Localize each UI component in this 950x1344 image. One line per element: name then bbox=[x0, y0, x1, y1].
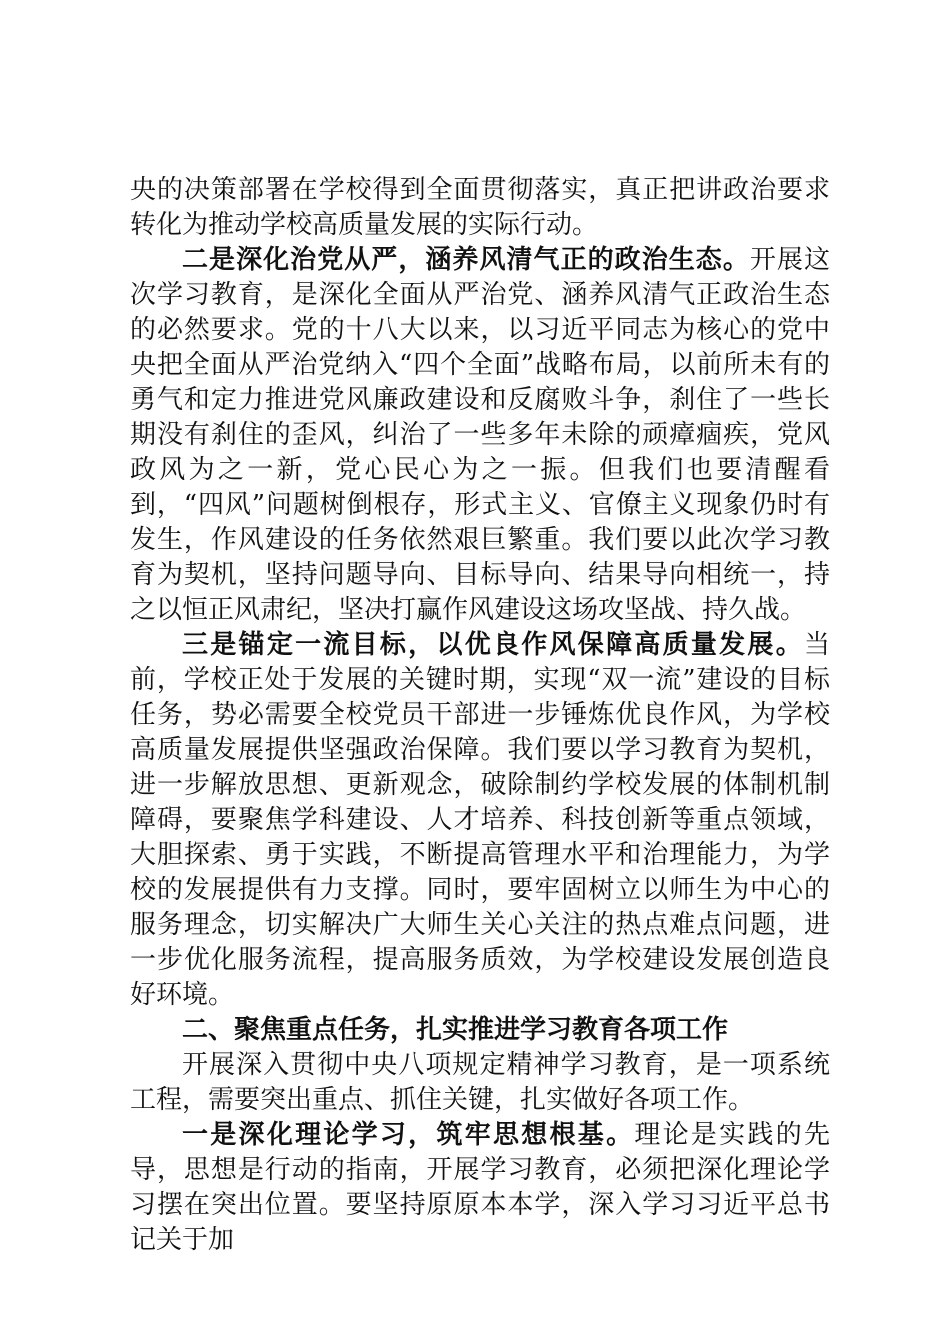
paragraph-text: 理论是实践的先导，思想是行动的指南，开展学习教育，必须把深化理论学习摆在突出位置。要坚持原原本本学，深入学习习近平总书记关于加 bbox=[130, 1120, 830, 1255]
paragraph-point-one bbox=[130, 1118, 830, 1258]
paragraph-lead: 二是深化治党从严，涵养风清气正的政治生态。 bbox=[182, 245, 750, 275]
paragraph-point-two bbox=[130, 243, 830, 628]
paragraph-lead: 一是深化理论学习，筑牢思想根基。 bbox=[182, 1120, 635, 1150]
paragraph-text: 开展深入贯彻中央八项规定精神学习教育，是一项系统工程，需要突出重点、抓住关键，扎实做好各项工作。 bbox=[130, 1050, 830, 1115]
paragraph-text: 央的决策部署在学校得到全面贯彻落实，真正把讲政治要求转化为推动学校高质量发展的实际行动。 bbox=[130, 175, 830, 240]
paragraph-text: 开展这次学习教育，是深化全面从严治党、涵养风清气正政治生态的必然要求。党的十八大以来，以习近平同志为核心的党中央把全面从严治党纳入“四个全面”战略布局，以前所未有的勇气和定力推进党风廉政建设和反腐败斗争，刹住了一些长期没有刹住的歪风，纠治了一些多年未除的顽瘴痼疾，党风政风为之一新，党心民心为之一振。但我们也要清醒看到，“四风”问题树倒根存，形式主义、官僚主义现象仍时有发生，作风建设的任务依然艰巨繁重。我们要以此次学习教育为契机，坚持问题导向、目标导向、结果导向相统一，持之以恒正风肃纪，坚决打赢作风建设这场攻坚战、持久战。 bbox=[130, 245, 830, 625]
paragraph-lead: 三是锚定一流目标，以优良作风保障高质量发展。 bbox=[182, 630, 804, 660]
paragraph-section-intro bbox=[130, 1048, 830, 1118]
paragraph-continuation bbox=[130, 173, 830, 243]
paragraph-point-three bbox=[130, 628, 830, 1013]
section-heading: 二、聚焦重点任务，扎实推进学习教育各项工作 bbox=[182, 1015, 729, 1045]
paragraph-text: 当前，学校正处于发展的关键时期，实现“双一流”建设的目标任务，势必需要全校党员干部进一步锤炼优良作风，为学校高质量发展提供坚强政治保障。我们要以学习教育为契机，进一步解放思想、更新观念，破除制约学校发展的体制机制障碍，要聚焦学科建设、人才培养、科技创新等重点领域，大胆探索、勇于实践，不断提高管理水平和治理能力，为学校的发展提供有力支撑。同时，要牢固树立以师生为中心的服务理念，切实解决广大师生关心关注的热点难点问题，进一步优化服务流程，提高服务质效，为学校建设发展创造良好环境。 bbox=[130, 630, 830, 1010]
document-body bbox=[130, 173, 830, 1258]
